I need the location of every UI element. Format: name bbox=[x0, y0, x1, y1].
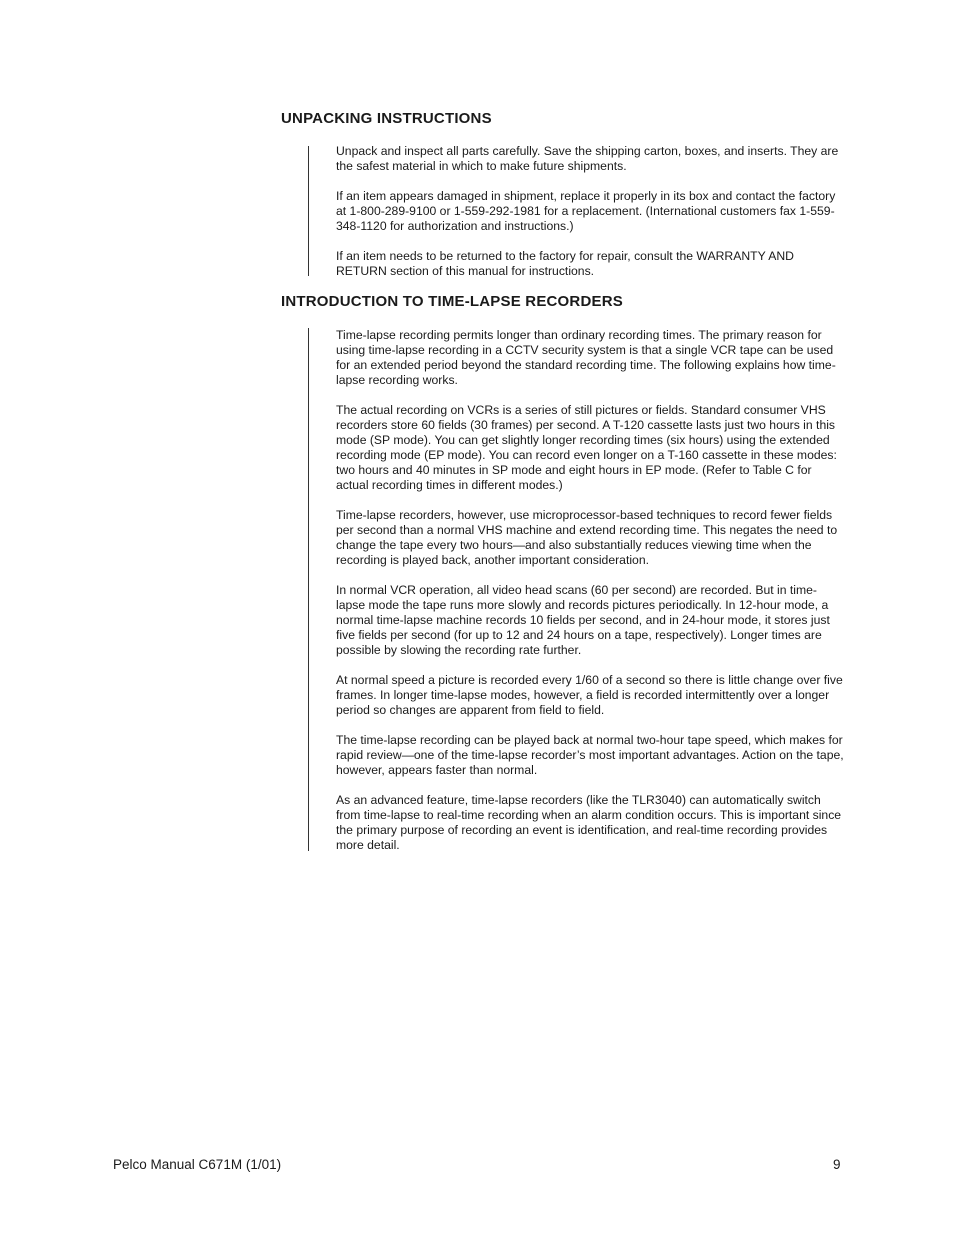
paragraph: In normal VCR operation, all video head scans (60 per second) are recorded. But in time-lapse mode the tape runs more slowly and records pictures periodically. In 12-hour mode, a normal time-lapse machine records 10 fields per second, and in 24-hour mode, it stores just five fields per second (for up to 12 and 24 hours on a tape, respectively). Longer times are possible by slowing the recording rate further. bbox=[336, 583, 830, 657]
section-heading-unpacking: UNPACKING INSTRUCTIONS bbox=[281, 110, 492, 127]
section-body-unpacking bbox=[336, 144, 846, 294]
section-heading-intro: INTRODUCTION TO TIME-LAPSE RECORDERS bbox=[281, 293, 623, 310]
change-bar bbox=[308, 146, 309, 276]
page-number: 9 bbox=[833, 1157, 841, 1172]
paragraph: Time-lapse recorders, however, use microprocessor-based techniques to record fewer fields per second than a normal VHS machine and extend recording time. This negates the need to change the tape every two hours—and also substantially reduces viewing time when the recording is played back, another important consideration. bbox=[336, 508, 838, 567]
paragraph: Unpack and inspect all parts carefully. Save the shipping carton, boxes, and inserts. They are the safest material in which to make future shipments. bbox=[336, 144, 839, 173]
footer-manual-title: Pelco Manual C671M (1/01) bbox=[113, 1157, 282, 1172]
paragraph: The time-lapse recording can be played back at normal two-hour tape speed, which makes for rapid review—one of the time-lapse recorder’s most important advantages. Action on the tape, however, appears faster than normal. bbox=[336, 733, 844, 777]
paragraph: If an item appears damaged in shipment, replace it properly in its box and contact the factory at 1-800-289-9100 or 1-559-292-1981 for a replacement. (International customers fax 1-559-348-1120 for authorization and instructions.) bbox=[336, 189, 836, 233]
section-body-intro bbox=[336, 328, 846, 868]
change-bar bbox=[308, 328, 309, 851]
paragraph: As an advanced feature, time-lapse recorders (like the TLR3040) can automatically switch from time-lapse to real-time recording when an alarm condition occurs. This is important since the primary purpose of recording an event is identification, and real-time recording provides more detail. bbox=[336, 793, 842, 852]
paragraph: At normal speed a picture is recorded every 1/60 of a second so there is little change over five frames. In longer time-lapse modes, however, a field is recorded intermittently over a longer period so changes are apparent from field to field. bbox=[336, 673, 843, 717]
paragraph: Time-lapse recording permits longer than ordinary recording times. The primary reason for using time-lapse recording in a CCTV security system is that a single VCR tape can be used for an extended period beyond the standard recording time. The following explains how time-lapse recording works. bbox=[336, 328, 836, 387]
paragraph: If an item needs to be returned to the factory for repair, consult the WARRANTY AND RETURN section of this manual for instructions. bbox=[336, 249, 794, 278]
paragraph: The actual recording on VCRs is a series of still pictures or fields. Standard consumer VHS recorders store 60 fields (30 frames) per second. A T-120 cassette lasts just two hours in this mode (SP mode). You can get slightly longer recording times (six hours) using the extended recording mode (EP mode). You can record even longer on a T-160 cassette in these modes: two hours and 40 minutes in SP mode and eight hours in EP mode. (Refer to Table C for actual recording times in different modes.) bbox=[336, 403, 837, 492]
